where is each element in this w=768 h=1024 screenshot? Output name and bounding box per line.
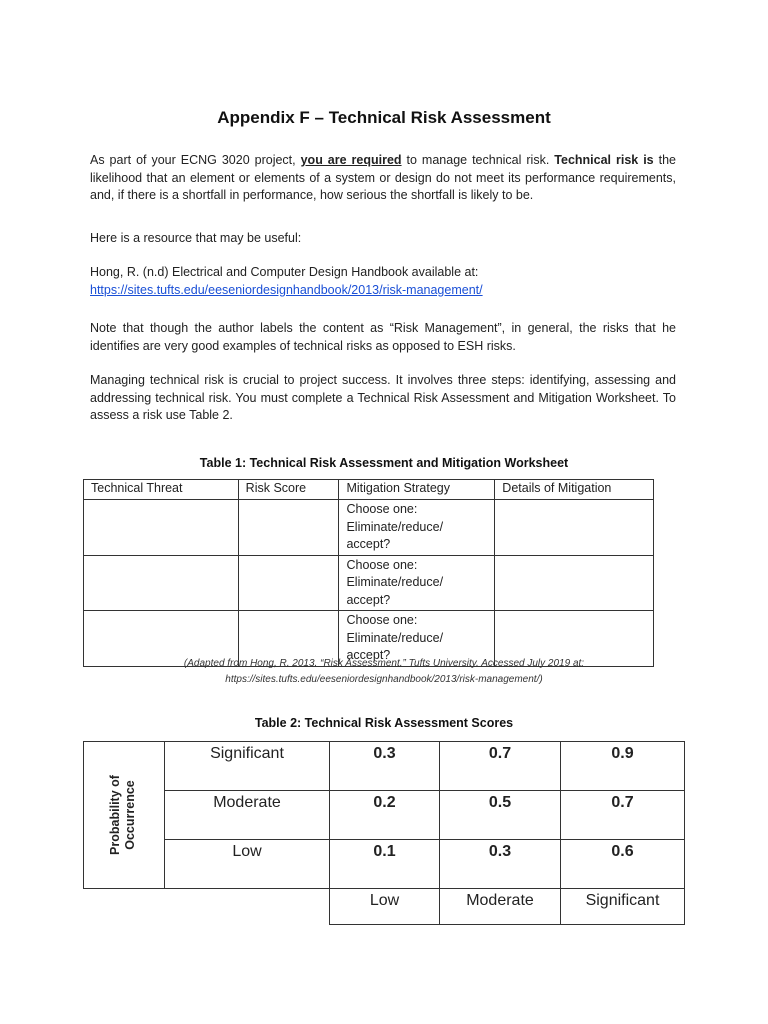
- risk-score-cell[interactable]: [238, 555, 339, 611]
- row-label-significant: Significant: [164, 741, 330, 791]
- strategy-cell[interactable]: Choose one: Eliminate/reduce/ accept?: [339, 611, 495, 667]
- handbook-link[interactable]: https://sites.tufts.edu/eeseniordesignhandbook/2013/risk-management/: [90, 282, 483, 297]
- score-cell: 0.1: [329, 839, 440, 889]
- score-cell: 0.6: [560, 839, 685, 889]
- strategy-cell[interactable]: Choose one: Eliminate/reduce/ accept?: [339, 555, 495, 611]
- column-label-moderate: Moderate: [439, 888, 561, 925]
- table-row: [84, 555, 654, 611]
- column-label-low: Low: [329, 888, 440, 925]
- citation-block: [90, 264, 676, 299]
- score-cell: 0.3: [439, 839, 561, 889]
- probability-axis: [82, 742, 164, 888]
- intro-text: As part of your ECNG 3020 project,: [90, 153, 301, 167]
- header-technical-threat: Technical Threat: [84, 480, 239, 500]
- score-cell: 0.7: [560, 790, 685, 840]
- risk-worksheet-table: [83, 479, 654, 667]
- score-cell: 0.2: [329, 790, 440, 840]
- table1-source-note: (Adapted from Hong, R. 2013. “Risk Assessment.” Tufts University. Accessed July 2019 at: https://sites.tufts.edu/eeseniordesignhandbook/2013/risk-management/): [183, 658, 585, 685]
- score-cell: 0.7: [439, 741, 561, 791]
- header-mitigation-strategy: Mitigation Strategy: [339, 480, 495, 500]
- probability-axis-label: Probability of Occurrence: [108, 775, 137, 855]
- table2-caption: Table 2: Technical Risk Assessment Scores: [254, 716, 514, 730]
- intro-paragraph: [90, 152, 676, 205]
- table-row: [84, 500, 654, 556]
- intro-text: to manage technical risk.: [401, 153, 555, 167]
- note-paragraph: Note that though the author labels the content as “Risk Management”, in general, the risks that he identifies are very good examples of technical risks as opposed to ESH risks.: [90, 321, 676, 353]
- intro-text: the likelihood that an element or elements of a system or design do not meet its performance requirements, and, if there is a shortfall in performance, how serious the shortfall is likely to be.: [90, 153, 676, 202]
- page-title: Appendix F – Technical Risk Assessment: [217, 108, 551, 127]
- header-details-of-mitigation: Details of Mitigation: [495, 480, 654, 500]
- details-cell[interactable]: [495, 555, 654, 611]
- row-label-low: Low: [164, 839, 330, 889]
- resource-line: Here is a resource that may be useful:: [90, 231, 302, 245]
- score-cell: 0.9: [560, 741, 685, 791]
- managing-paragraph: Managing technical risk is crucial to project success. It involves three steps: identifying, assessing and addressing technical risk. You must complete a Technical Risk Assessment and Mitigation Worksheet. To assess a risk use Table 2.: [90, 373, 676, 422]
- required-emphasis: you are required: [300, 153, 402, 167]
- header-risk-score: Risk Score: [238, 480, 339, 500]
- score-cell: 0.5: [439, 790, 561, 840]
- threat-cell[interactable]: [84, 500, 239, 556]
- score-cell: 0.3: [329, 741, 440, 791]
- row-label-moderate: Moderate: [164, 790, 330, 840]
- citation-text: Hong, R. (n.d) Electrical and Computer Design Handbook available at:: [90, 265, 479, 279]
- threat-cell[interactable]: [84, 555, 239, 611]
- column-label-significant: Significant: [560, 888, 685, 925]
- risk-score-cell[interactable]: [238, 500, 339, 556]
- table-header-row: [84, 480, 654, 500]
- details-cell[interactable]: [495, 500, 654, 556]
- technical-risk-term: Technical risk is: [554, 153, 654, 167]
- strategy-cell[interactable]: Choose one: Eliminate/reduce/ accept?: [339, 500, 495, 556]
- table1-caption: Table 1: Technical Risk Assessment and Mitigation Worksheet: [199, 456, 569, 470]
